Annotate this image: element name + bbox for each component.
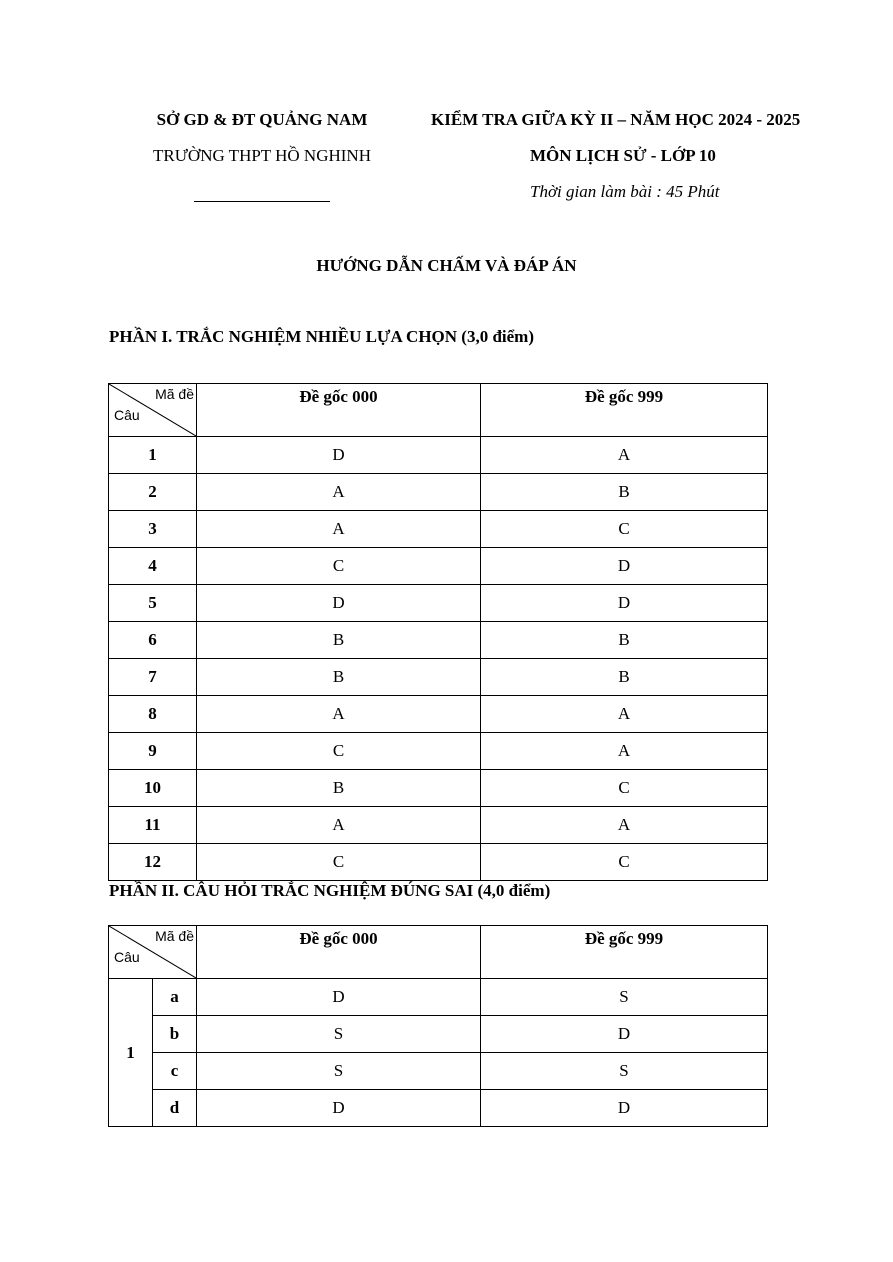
department-name: SỞ GD & ĐT QUẢNG NAM bbox=[156, 110, 368, 129]
question-number-cell: 5 bbox=[109, 585, 197, 622]
answer-000-cell: B bbox=[197, 622, 481, 659]
answer-000-cell: D bbox=[197, 437, 481, 474]
question-number-cell: 2 bbox=[109, 474, 197, 511]
table-row bbox=[109, 807, 768, 844]
question-number-cell: 11 bbox=[109, 807, 197, 844]
table-row bbox=[109, 844, 768, 881]
corner-header-cell bbox=[109, 384, 197, 437]
sub-item-cell: a bbox=[153, 979, 197, 1016]
answer-999-cell: B bbox=[481, 474, 768, 511]
column-header-999: Đề gốc 999 bbox=[481, 384, 768, 437]
table-row bbox=[109, 437, 768, 474]
answer-999-cell: A bbox=[481, 696, 768, 733]
question-number-cell: 10 bbox=[109, 770, 197, 807]
answer-000-cell: D bbox=[197, 979, 481, 1016]
answer-999-cell: S bbox=[481, 1053, 768, 1090]
table-row bbox=[109, 1053, 768, 1090]
answer-999-cell: A bbox=[481, 733, 768, 770]
answer-000-cell: S bbox=[197, 1016, 481, 1053]
sub-item-cell: d bbox=[153, 1090, 197, 1127]
answer-999-cell: D bbox=[481, 585, 768, 622]
table-row bbox=[109, 659, 768, 696]
exam-title: KIỂM TRA GIỮA KỲ II – NĂM HỌC 2024 - 2025 bbox=[431, 110, 801, 129]
corner-label-exam-code: Mã đề bbox=[155, 386, 194, 402]
question-number-cell: 6 bbox=[109, 622, 197, 659]
column-header-000: Đề gốc 000 bbox=[197, 384, 481, 437]
answer-999-cell: C bbox=[481, 770, 768, 807]
answer-000-cell: S bbox=[197, 1053, 481, 1090]
school-name: TRƯỜNG THPT HỒ NGHINH bbox=[153, 146, 371, 165]
answer-000-cell: C bbox=[197, 733, 481, 770]
table-row bbox=[109, 548, 768, 585]
exam-duration: Thời gian làm bài : 45 Phút bbox=[530, 182, 720, 201]
question-number-cell: 7 bbox=[109, 659, 197, 696]
table-row bbox=[109, 622, 768, 659]
table-row bbox=[109, 770, 768, 807]
table-row bbox=[109, 696, 768, 733]
corner-label-question: Câu bbox=[114, 407, 140, 423]
table-row bbox=[109, 733, 768, 770]
answer-999-cell: D bbox=[481, 1090, 768, 1127]
answer-999-cell: D bbox=[481, 548, 768, 585]
part2-heading: PHẦN II. CÂU HỎI TRẮC NGHIỆM ĐÚNG SAI (4,0 điểm) bbox=[109, 881, 551, 900]
corner-label-exam-code: Mã đề bbox=[155, 928, 194, 944]
header-underline bbox=[194, 201, 330, 202]
answer-000-cell: B bbox=[197, 770, 481, 807]
table-row bbox=[109, 511, 768, 548]
answer-000-cell: B bbox=[197, 659, 481, 696]
answer-000-cell: D bbox=[197, 585, 481, 622]
answer-000-cell: A bbox=[197, 511, 481, 548]
answer-999-cell: C bbox=[481, 844, 768, 881]
table-row bbox=[109, 474, 768, 511]
answer-000-cell: A bbox=[197, 474, 481, 511]
answer-000-cell: A bbox=[197, 696, 481, 733]
answer-999-cell: B bbox=[481, 622, 768, 659]
table-header-row bbox=[109, 384, 768, 437]
answer-999-cell: A bbox=[481, 437, 768, 474]
answer-999-cell: C bbox=[481, 511, 768, 548]
question-number-cell: 4 bbox=[109, 548, 197, 585]
subject-title: MÔN LỊCH SỬ - LỚP 10 bbox=[530, 146, 716, 165]
question-number-cell: 9 bbox=[109, 733, 197, 770]
answer-999-cell: A bbox=[481, 807, 768, 844]
answer-999-cell: B bbox=[481, 659, 768, 696]
answer-000-cell: C bbox=[197, 844, 481, 881]
column-header-000: Đề gốc 000 bbox=[197, 926, 481, 979]
table-row bbox=[109, 1016, 768, 1053]
document-title: HƯỚNG DẪN CHẤM VÀ ĐÁP ÁN bbox=[316, 256, 577, 275]
sub-item-cell: c bbox=[153, 1053, 197, 1090]
table-row bbox=[109, 1090, 768, 1127]
question-number-cell: 12 bbox=[109, 844, 197, 881]
answer-000-cell: D bbox=[197, 1090, 481, 1127]
corner-label-question: Câu bbox=[114, 949, 140, 965]
answer-000-cell: A bbox=[197, 807, 481, 844]
part2-answer-table bbox=[108, 925, 768, 1127]
sub-item-cell: b bbox=[153, 1016, 197, 1053]
table-row bbox=[109, 585, 768, 622]
column-header-999: Đề gốc 999 bbox=[481, 926, 768, 979]
corner-header-cell bbox=[109, 926, 197, 979]
question-number-cell: 1 bbox=[109, 437, 197, 474]
answer-999-cell: D bbox=[481, 1016, 768, 1053]
part1-heading: PHẦN I. TRẮC NGHIỆM NHIỀU LỰA CHỌN (3,0 điểm) bbox=[109, 327, 535, 346]
question-number-cell: 3 bbox=[109, 511, 197, 548]
question-number-cell: 8 bbox=[109, 696, 197, 733]
answer-000-cell: C bbox=[197, 548, 481, 585]
part1-answer-table bbox=[108, 383, 768, 881]
table-row bbox=[109, 979, 768, 1016]
table-header-row bbox=[109, 926, 768, 979]
question-number-cell: 1 bbox=[109, 979, 153, 1127]
answer-999-cell: S bbox=[481, 979, 768, 1016]
